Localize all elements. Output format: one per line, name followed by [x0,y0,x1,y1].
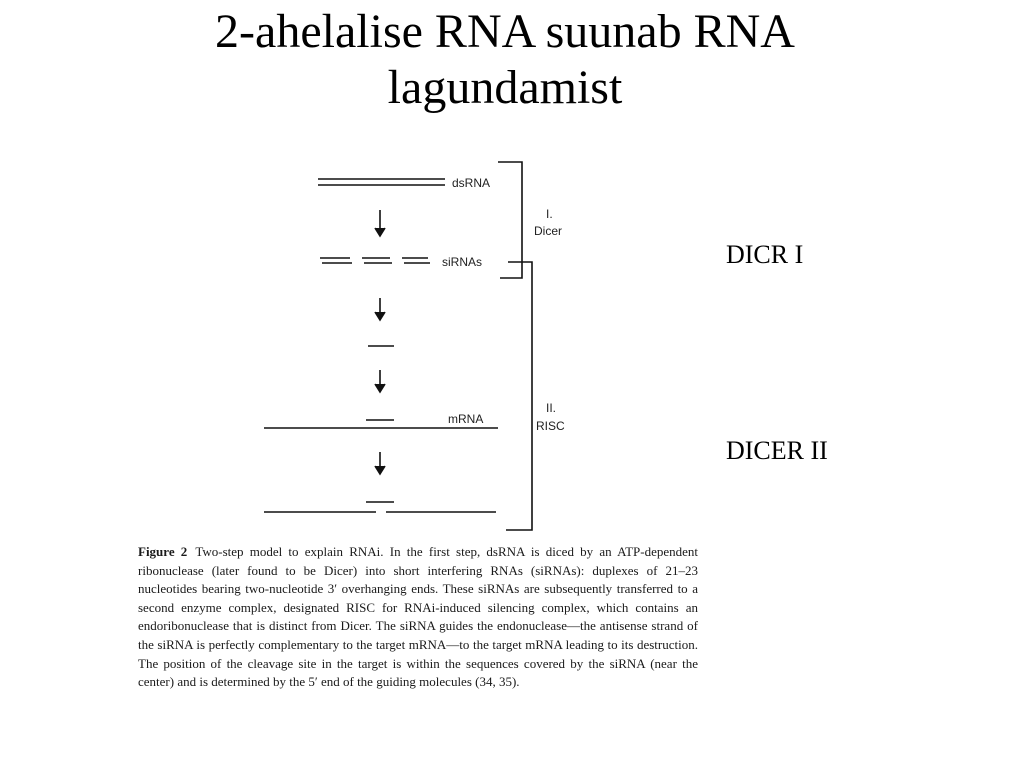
slide-title-line-2: lagundamist [387,61,623,114]
dicer-2-label: DICER II [726,436,828,465]
mrna-label: mRNA [448,412,484,426]
figure-caption-text: Two-step model to explain RNAi. In the first step, dsRNA is diced by an ATP-dependent ribonuclease (later found to be Dicer) into short interfering RNAs (siRNAs): duplexes of 21–23 nucleotides bearing two-nucleotide 3′ overhanging ends. These siRNAs are subsequently transferred to a second enzyme complex, designated RISC for RNAi-induced silencing complex, which contains an endoribonuclease that is distinct from Dicer. The siRNA guides the endonuclease—the antisense strand of the siRNA is perfectly complementary to the target mRNA—to the target mRNA leading to its destruction. The position of the cleavage site in the target is within the sequences covered by the siRNA (near the center) and is determined by the 5′ end of the guiding molecules (34, 35). [138,544,699,690]
figure-caption-label: Figure 2 [138,544,188,559]
sirnas-label: siRNAs [442,255,483,269]
arrow-3-head [375,384,385,392]
step-2-name: RISC [536,419,565,433]
step-1-name: Dicer [534,224,563,238]
sirna-duplexes [320,258,430,263]
slide-title [0,4,1010,116]
arrow-1-head [375,228,385,236]
slide-title-line-1: 2-ahelalise RNA suunab RNA [215,5,795,58]
figure-caption [138,543,698,692]
dsrna-label: dsRNA [452,176,491,190]
arrow-4-head [375,466,385,474]
bracket-dicer [498,162,522,278]
step-2-number: II. [546,401,557,415]
arrow-2-head [375,312,385,320]
bracket-risc [506,262,532,530]
rnai-two-step-diagram [230,150,590,540]
dicer-1-label: DICR I [726,240,804,269]
step-1-number: I. [546,207,553,221]
